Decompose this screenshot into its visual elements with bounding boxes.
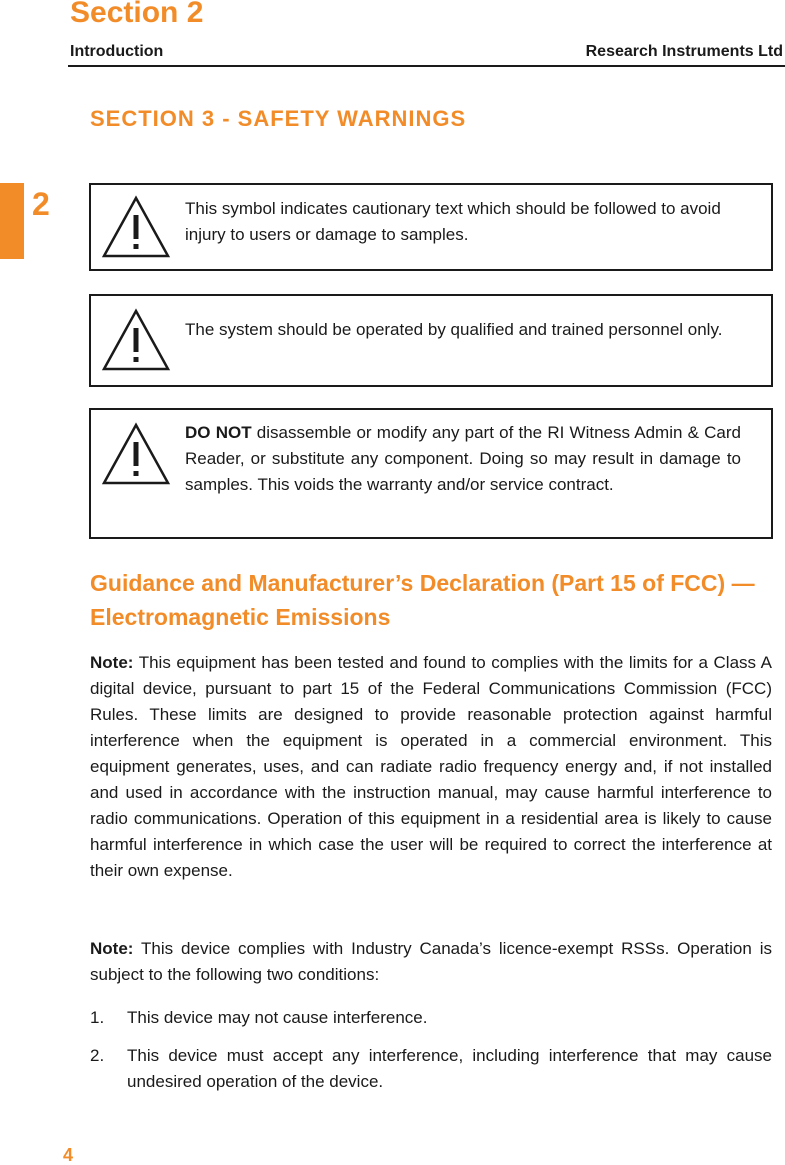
header-divider	[68, 65, 785, 67]
list-item	[90, 1043, 772, 1095]
fcc-note-paragraph	[90, 650, 772, 884]
section-tab-marker	[0, 183, 24, 259]
note-text: This equipment has been tested and found to complies with the limits for a Class A digital device, pursuant to part 15 of the Federal Communications Commission (FCC) Rules. These limits are designed to provide reasonable protection against harmful interference when the equipment is operated in a commercial environment. This equipment generates, uses, and can radiate radio frequency energy and, if not installed and used in accordance with the instruction manual, may cause harmful interference to radio communications. Operation of this equipment in a residential area is likely to cause harmful interference in which case the user will be required to correct the interference at their own expense.	[90, 653, 772, 880]
list-item-text: This device must accept any interference, including interference that may cause undesired operation of the device.	[127, 1046, 772, 1091]
warning-triangle-icon	[101, 308, 171, 372]
note-label: Note:	[90, 653, 134, 672]
warning-triangle-icon	[101, 422, 171, 486]
warning-text: This symbol indicates cautionary text which should be followed to avoid injury to users or damage to samples.	[185, 199, 721, 244]
page-number: 4	[63, 1145, 74, 1165]
section-title: Section 2	[70, 0, 204, 29]
header-chapter: Introduction	[70, 43, 164, 60]
fcc-guidance-heading: Guidance and Manufacturer’s Declaration (Part 15 of FCC) — Electromagnetic Emissions	[90, 570, 755, 630]
list-item-text: This device may not cause interference.	[127, 1008, 428, 1027]
section-tab-number: 2	[32, 186, 50, 222]
warning-body: disassemble or modify any part of the RI Witness Admin & Card Reader, or substitute any component. Doing so may result in damage to samples. This voids the warranty and/or service contract.	[185, 423, 742, 494]
note-label: Note:	[90, 939, 134, 958]
warning-text	[185, 420, 741, 498]
list-item-number: 1.	[90, 1008, 105, 1027]
warning-box	[89, 183, 773, 271]
warning-box	[89, 294, 773, 387]
ic-note-paragraph	[90, 936, 772, 988]
warning-text: The system should be operated by qualified and trained personnel only.	[185, 320, 723, 339]
header-company: Research Instruments Ltd	[585, 43, 783, 60]
list-item-number: 2.	[90, 1046, 105, 1065]
list-item	[90, 1005, 772, 1031]
note-text: This device complies with Industry Canada’s licence-exempt RSSs. Operation is subject to the following two conditions:	[90, 939, 772, 984]
warning-emphasis: DO NOT	[185, 423, 252, 442]
safety-warnings-heading: SECTION 3 - SAFETY WARNINGS	[90, 106, 467, 131]
warning-box	[89, 408, 773, 539]
warning-triangle-icon	[101, 195, 171, 259]
